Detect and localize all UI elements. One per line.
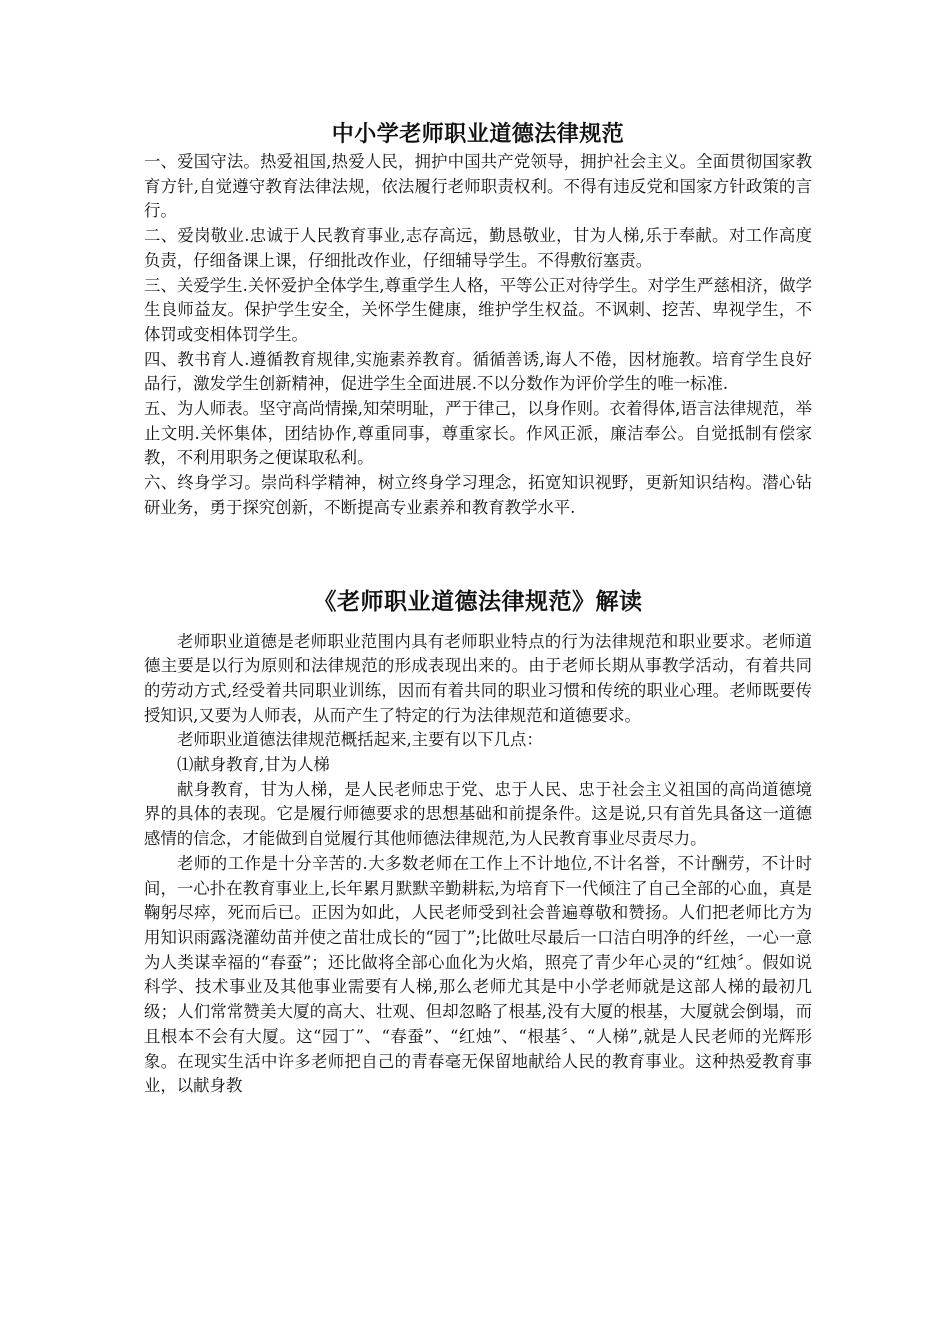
- ethics-item-dedication: 二、爱岗敬业.忠诚于人民教育事业,志存高远，勤恳敬业，甘为人梯,乐于奉献。对工作高度负责，仔细备课上课，仔细批改作业，仔细辅导学生。不得敷衍塞责。: [144, 226, 812, 270]
- interpretation-paragraph: 老师的工作是十分辛苦的.大多数老师在工作上不计地位,不计名誉，不计酬劳，不计时间，一心扑在教育事业上,长年累月默默辛勤耕耘,为培育下一代倾注了自己全部的心血，真是鞠躬尽瘁，死而后已。正因为如此，人民老师受到社会普遍尊敬和赞扬。人们把老师比方为用知识雨露浇灌幼苗并使之苗壮成长的“园丁”;比做吐尽最后一口洁白明净的纤丝，一心一意为人类谋幸福的“春蚕”；还比做将全部心血化为火焰，照亮了青少年心灵的“红烛〞。假如说科学、技术事业及其他事业需要有人梯,那么老师尤其是中小学老师就是这部人梯的最初几级；人们常常赞美大厦的高大、壮观、但却忽略了根基,没有大厦的根基，大厦就会倒塌，而且根本不会有大厦。这“园丁”、“春蚕”、“红烛”、“根基〞、“人梯”,就是人民老师的光辉形象。在现实生活中许多老师把自己的青春毫无保留地献给人民的教育事业。这种热爱教育事业，以献身教: [144, 853, 812, 1096]
- ethics-item-role-model: 五、为人师表。坚守高尚情操,知荣明耻，严于律己，以身作则。衣着得体,语言法律规范，举止文明.关怀集体，团结协作,尊重同事，尊重家长。作风正派，廉洁奉公。自觉抵制有偿家教，不利用职务之便谋取私利。: [144, 399, 812, 468]
- interpretation-paragraph: 老师职业道德法律规范概括起来,主要有以下几点：: [177, 730, 543, 750]
- interpretation-paragraph: 献身教育，甘为人梯，是人民老师忠于党、忠于人民、忠于社会主义祖国的高尚道德境界的具体的表现。它是履行师德要求的思想基础和前提条件。这是说,只有首先具备这一道德感情的信念，才能做到自觉履行其他师德法律规范,为人民教育事业尽责尽力。: [144, 779, 812, 849]
- ethics-item-care-for-students: 三、关爱学生.关怀爱护全体学生,尊重学生人格，平等公正对待学生。对学生严慈相济，做学生良师益友。保护学生安全，关怀学生健康，维护学生权益。不讽刺、挖苦、卑视学生，不体罚或变相体罚学生。: [144, 275, 812, 344]
- document-title: 中小学老师职业道德法律规范: [331, 121, 625, 147]
- subheading-dedication: ⑴献身教育,甘为人梯: [177, 755, 330, 775]
- interpretation-paragraph: 老师职业道德是老师职业范围内具有老师职业特点的行为法律规范和职业要求。老师道德主要是以行为原则和法律规范的形成表现出来的。由于老师长期从事教学活动，有着共同的劳动方式,经受着共同职业训练，因而有着共同的职业习惯和传统的职业心理。老师既要传授知识,又要为人师表，从而产生了特定的行为法律规范和道德要求。: [144, 631, 812, 725]
- interpretation-body: [144, 630, 812, 1099]
- ethics-item-teaching: 四、教书育人.遵循教育规律,实施素养教育。循循善诱,诲人不倦，因材施教。培育学生良好品行，激发学生创新精神，促进学生全面进展.不以分数作为评价学生的唯一标准.: [144, 349, 812, 394]
- code-of-ethics-list: [144, 150, 812, 521]
- document-page: [144, 118, 812, 1099]
- section-spacer: [144, 521, 812, 586]
- ethics-item-lifelong-learning: 六、终身学习。崇尚科学精神，树立终身学习理念，拓宽知识视野，更新知识结构。潜心钻研业务，勇于探究创新，不断提高专业素养和教育教学水平.: [144, 473, 812, 517]
- ethics-item-patriotism: 一、爱国守法。热爱祖国,热爱人民，拥护中国共产党领导，拥护社会主义。全面贯彻国家教育方针,自觉遵守教育法律法规，依法履行老师职责权利。不得有违反党和国家方针政策的言行。: [144, 152, 812, 221]
- interpretation-title: 《老师职业道德法律规范》解读: [313, 587, 643, 615]
